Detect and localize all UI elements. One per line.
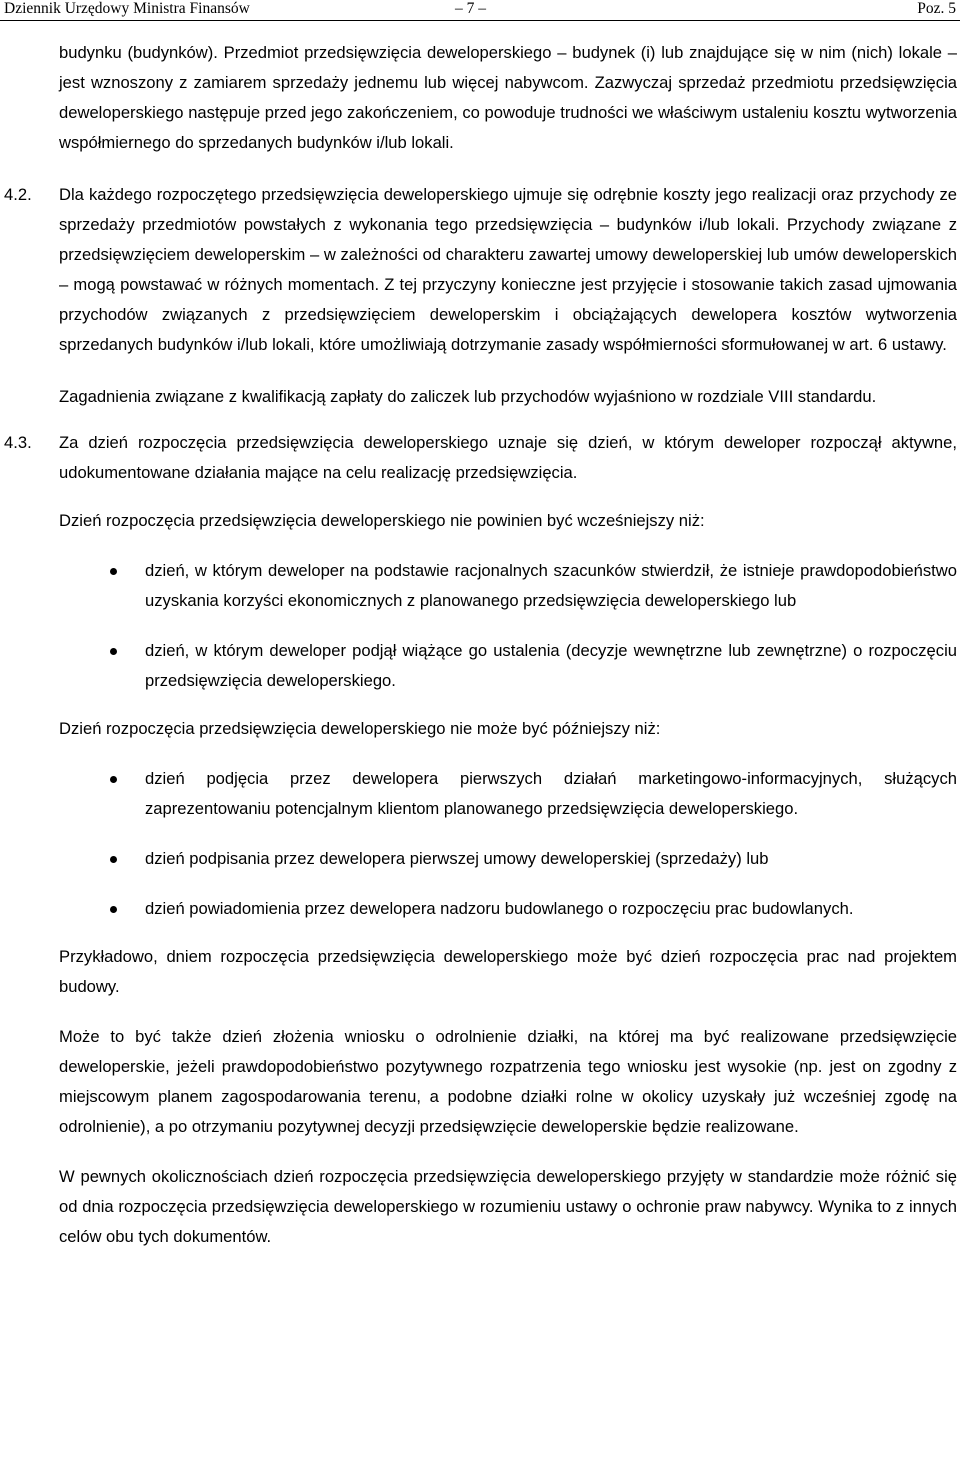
position-number: Poz. 5 [917,0,956,17]
bullet-icon [110,776,117,783]
odrolnienie-paragraph: Może to być także dzień złożenia wniosku o odrolnienie działki, na której ma być realizowane przedsięwzięcie deweloperskie, jeżeli prawdopodobieństwo pozytywnego rozpatrzenia tego wniosku jest wysokie (np. jest on zgodny z miejscowym planem zagospodarowania terenu, a podobne działki rolne w okolicy uzyskały już wcześniej zgodę na odrolnienie), a po otrzymaniu pozytywnej decyzji przedsięwzięcie deweloperskie będzie realizowane. [59,1027,957,1136]
list-item: dzień, w którym deweloper podjął wiążące go ustalenia (decyzje wewnętrzne lub zewnętrzne) o rozpoczęciu przedsięwzięcia deweloperskiego. [59,636,957,696]
page-header [0,0,960,20]
paragraph-continuation: budynku (budynków). Przedmiot przedsięwzięcia deweloperskiego – budynek (i) lub znajdujące się w nim (nich) lokale – jest wznoszony z zamiarem sprzedaży jednemu lub więcej nabywcom. Zazwyczaj sprzedaż przedmiotu przedsięwzięcia deweloperskiego następuje przed jego zakończeniem, co powoduje trudności we właściwym ustaleniu kosztu wytworzenia współmiernego do sprzedanych budynków i/lub lokali. [59,43,957,152]
earliest-list [59,556,957,696]
earliest-intro: Dzień rozpoczęcia przedsięwzięcia deweloperskiego nie powinien być wcześniejszy niż: [59,511,705,530]
section-text: Za dzień rozpoczęcia przedsięwzięcia deweloperskiego uznaje się dzień, w którym deweloper rozpoczął aktywne, udokumentowane działania mające na celu realizację przedsięwzięcia. [59,433,957,482]
list-item: dzień podjęcia przez dewelopera pierwszych działań marketingowo-informacyjnych, służących zaprezentowaniu potencjalnym klientom planowanego przedsięwzięcia deweloperskiego. [59,764,957,824]
journal-title: Dziennik Urzędowy Ministra Finansów [4,0,250,17]
latest-intro: Dzień rozpoczęcia przedsięwzięcia deweloperskiego nie może być późniejszy niż: [59,719,661,738]
bullet-icon [110,648,117,655]
page-number: – 7 – [455,0,486,17]
bullet-icon [110,568,117,575]
list-item: dzień powiadomienia przez dewelopera nadzoru budowlanego o rozpoczęciu prac budowlanych. [59,894,957,924]
section-note: Zagadnienia związane z kwalifikacją zapłaty do zaliczek lub przychodów wyjaśniono w rozdziale VIII standardu. [59,387,877,406]
bullet-icon [110,906,117,913]
section-4-2 [4,180,957,360]
document-body [4,38,957,1252]
list-item: dzień, w którym deweloper na podstawie racjonalnych szacunków stwierdził, że istnieje prawdopodobieństwo uzyskania korzyści ekonomicznych z planowanego przedsięwzięcia deweloperskiego lub [59,556,957,616]
section-text: Dla każdego rozpoczętego przedsięwzięcia deweloperskiego ujmuje się odrębnie koszty jego realizacji oraz przychody ze sprzedaży przedmiotów powstałych z wykonania tego przedsięwzięcia – budynków i/lub lokali. Przychody związane z przedsięwzięciem deweloperskim – w zależności od charakteru zawartej umowy deweloperskiej lub umów deweloperskich – mogą powstawać w różnych momentach. Z tej przyczyny konieczne jest przyjęcie i stosowanie takich zasad ujmowania przychodów związanych z przedsięwzięciem deweloperskim i obciążających dewelopera kosztów wytworzenia sprzedanych budynków i/lub lokali, które umożliwiają dotrzymanie zasady współmierności sformułowanej w art. 6 ustawy. [59,185,957,354]
section-number: 4.3. [4,433,32,452]
header-rule [0,20,960,21]
latest-list [59,764,957,924]
bullet-icon [110,856,117,863]
list-item: dzień podpisania przez dewelopera pierwszej umowy deweloperskiej (sprzedaży) lub [59,844,957,874]
section-4-3 [4,428,957,488]
final-paragraph: W pewnych okolicznościach dzień rozpoczęcia przedsięwzięcia deweloperskiego przyjęty w standardzie może różnić się od dnia rozpoczęcia przedsięwzięcia deweloperskiego w rozumieniu ustawy o ochronie praw nabywcy. Wynika to z innych celów obu tych dokumentów. [59,1167,957,1246]
example-paragraph: Przykładowo, dniem rozpoczęcia przedsięwzięcia deweloperskiego może być dzień rozpoczęcia prac nad projektem budowy. [59,947,957,996]
section-number: 4.2. [4,185,32,204]
